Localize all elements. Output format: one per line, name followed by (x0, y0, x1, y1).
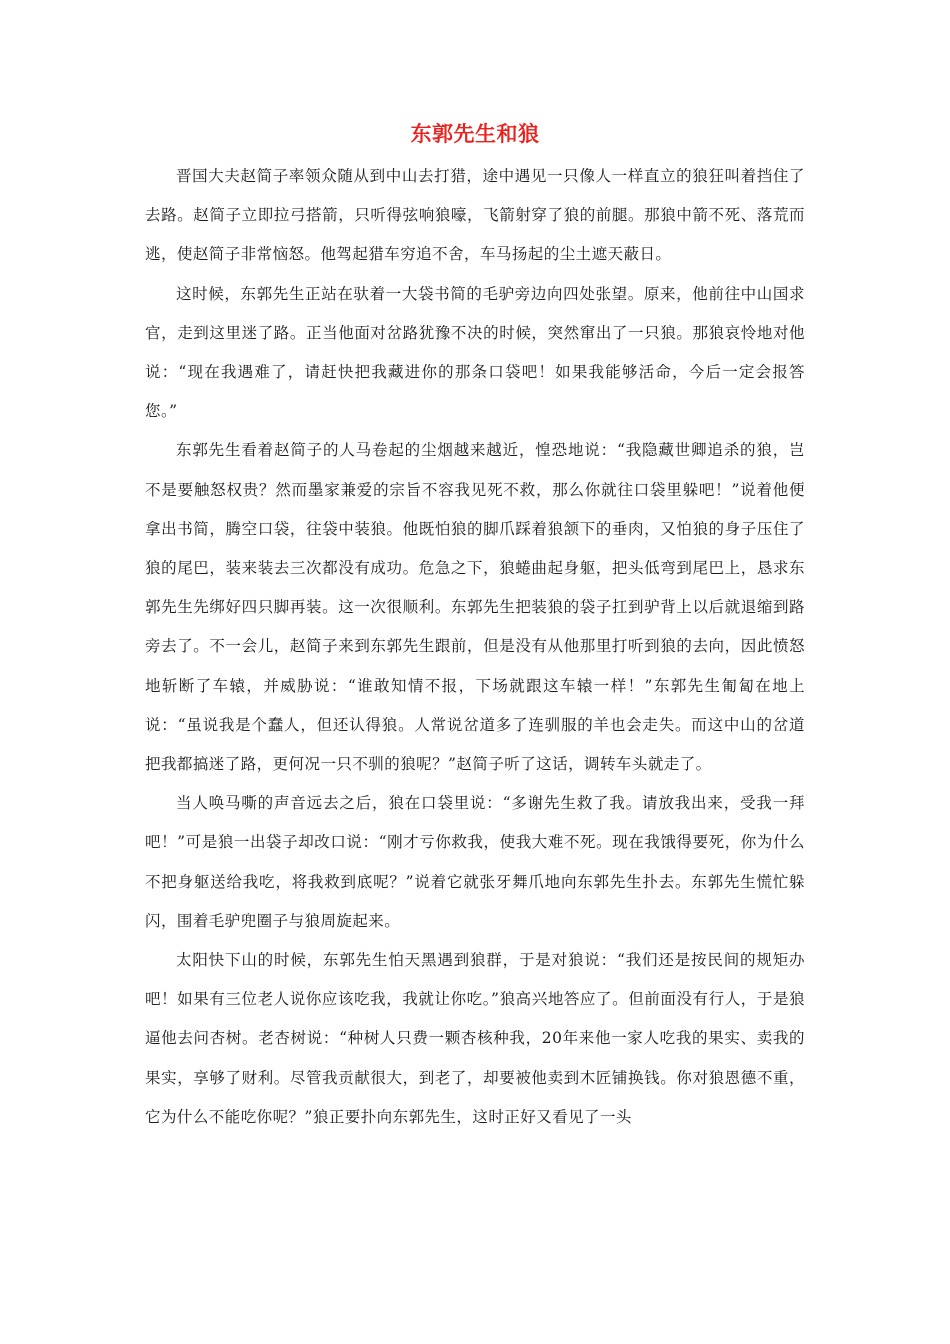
document-page (145, 118, 805, 1137)
paragraph-5: 太阳快下山的时候，东郭先生怕天黑遇到狼群，于是对狼说：“我们还是按民间的规矩办吧！如果有三位老人说你应该吃我，我就让你吃。”狼高兴地答应了。但前面没有行人，于是狼逼他去问杏树。老杏树说：“种树人只费一颗杏核种我，20年来他一家人吃我的果实、卖我的果实，享够了财利。尽管我贡献很大，到老了，却要被他卖到木匠铺换钱。你对狼恩德不重，它为什么不能吃你呢？”狼正要扑向东郭先生，这时正好又看见了一头 (145, 951, 805, 1126)
paragraph-3: 东郭先生看着赵简子的人马卷起的尘烟越来越近，惶恐地说：“我隐藏世卿追杀的狼，岂不是要触怒权贵？然而墨家兼爱的宗旨不容我见死不救，那么你就往口袋里躲吧！”说着他便拿出书简，腾空口袋，往袋中装狼。他既怕狼的脚爪踩着狼颔下的垂肉，又怕狼的身子压住了狼的尾巴，装来装去三次都没有成功。危急之下，狼蜷曲起身躯，把头低弯到尾巴上，恳求东郭先生先绑好四只脚再装。这一次很顺利。东郭先生把装狼的袋子扛到驴背上以后就退缩到路旁去了。不一会儿，赵简子来到东郭先生跟前，但是没有从他那里打听到狼的去向，因此愤怒地斩断了车辕，并威胁说：“谁敢知情不报，下场就跟这车辕一样！”东郭先生匍匐在地上说：“虽说我是个蠢人，但还认得狼。人常说岔道多了连驯服的羊也会走失。而这中山的岔道把我都搞迷了路，更何况一只不驯的狼呢？”赵简子听了这话，调转车头就走了。 (145, 441, 805, 774)
paragraph-4: 当人唤马嘶的声音远去之后，狼在口袋里说：“多谢先生救了我。请放我出来，受我一拜吧！”可是狼一出袋子却改口说：“刚才亏你救我，使我大难不死。现在我饿得要死，你为什么不把身躯送给我吃，将我救到底呢？”说着它就张牙舞爪地向东郭先生扑去。东郭先生慌忙躲闪，围着毛驴兜圈子与狼周旋起来。 (145, 794, 805, 930)
story-title: 东郭先生和狼 (410, 121, 540, 146)
paragraph-1: 晋国大夫赵简子率领众随从到中山去打猎，途中遇见一只像人一样直立的狼狂叫着挡住了去路。赵简子立即拉弓搭箭，只听得弦响狼嚎，飞箭射穿了狼的前腿。那狼中箭不死、落荒而逃，使赵简子非常恼怒。他驾起猎车穷追不舍，车马扬起的尘土遮天蔽日。 (145, 167, 805, 264)
paragraph-2: 这时候，东郭先生正站在驮着一大袋书简的毛驴旁边向四处张望。原来，他前往中山国求官，走到这里迷了路。正当他面对岔路犹豫不决的时候，突然窜出了一只狼。那狼哀怜地对他说：“现在我遇难了，请赶快把我藏进你的那条口袋吧！如果我能够活命，今后一定会报答您。” (145, 284, 805, 421)
